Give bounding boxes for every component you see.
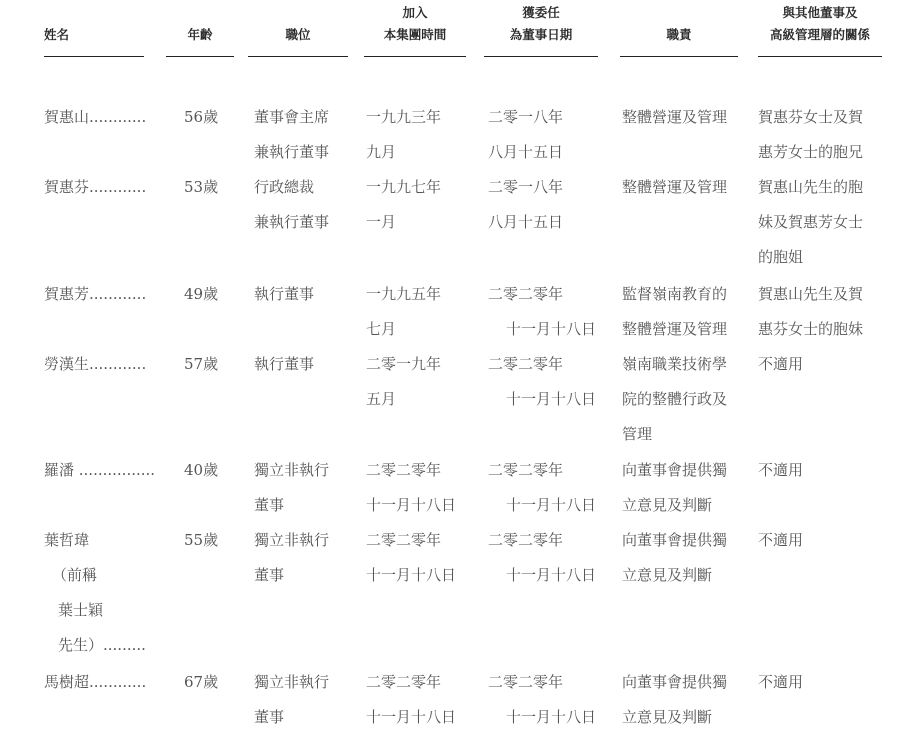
cell-line: 十一月十八日 (366, 566, 457, 584)
cell-line: 不適用 (758, 355, 804, 373)
row-7-position (254, 665, 329, 735)
cell-line: 賀惠山............ (44, 108, 147, 126)
header-appointed (484, 2, 598, 46)
cell-line: 57歲 (184, 355, 219, 373)
row-6-duties (622, 523, 727, 593)
cell-line: 馬樹超............ (44, 673, 147, 691)
row-3-duties (622, 277, 727, 347)
cell-line: 獨立非執行 (254, 461, 330, 479)
row-3-position (254, 277, 314, 312)
cell-line: 監督嶺南教育的 (622, 285, 728, 303)
cell-line: 賀惠芳............ (44, 285, 147, 303)
row-4-relationship (758, 347, 803, 382)
row-7-join (366, 665, 456, 735)
row-6-appointed (488, 523, 596, 593)
header-name-line (44, 2, 144, 24)
cell-line: 56歲 (184, 108, 219, 126)
row-1-relationship (758, 100, 863, 170)
cell-line: 整體營運及管理 (622, 320, 728, 338)
cell-line: 一月 (366, 213, 397, 231)
cell-line: 妹及賀惠芳女士 (758, 213, 864, 231)
header-rule-duties (620, 56, 738, 57)
cell-line: 的胞姐 (758, 248, 804, 266)
row-2-join (366, 170, 441, 240)
header-position-line (248, 2, 348, 24)
header-position (248, 2, 348, 46)
row-2-name (44, 170, 146, 205)
header-name (44, 2, 144, 46)
row-2-relationship (758, 170, 863, 275)
cell-line: 賀惠山先生的胞 (758, 178, 864, 196)
header-rule-name (44, 56, 144, 57)
cell-line: 不適用 (758, 673, 804, 691)
cell-line: 一九九七年 (366, 178, 442, 196)
cell-line: 二零二零年 (366, 531, 442, 549)
row-1-name (44, 100, 146, 135)
cell-line: 行政總裁 (254, 178, 315, 196)
cell-line: 七月 (366, 320, 397, 338)
row-5-position (254, 453, 329, 523)
cell-line: 兼執行董事 (254, 213, 330, 231)
row-7-relationship (758, 665, 803, 700)
cell-line: 二零一八年 (488, 108, 564, 126)
cell-line: 院的整體行政及 (622, 390, 728, 408)
cell-line: 管理 (622, 425, 653, 443)
row-4-position (254, 347, 314, 382)
header-join-line: 本集團時間 (383, 27, 447, 42)
cell-line: 整體營運及管理 (622, 178, 728, 196)
row-6-join (366, 523, 456, 593)
cell-line: 二零二零年 (366, 673, 442, 691)
header-join (364, 2, 466, 46)
cell-line: 董事會主席 (254, 108, 330, 126)
cell-line: 十一月十八日 (506, 566, 597, 584)
cell-line: 55歲 (184, 531, 219, 549)
cell-line: 八月十五日 (488, 143, 564, 161)
cell-line: 勞漢生............ (44, 355, 147, 373)
cell-line: 先生）......... (58, 636, 146, 654)
cell-line: 獨立非執行 (254, 531, 330, 549)
cell-line: 葉哲瑋 (44, 531, 90, 549)
header-rule-position (248, 56, 348, 57)
header-duties-line (620, 2, 738, 24)
row-4-name (44, 347, 146, 382)
cell-line: 兼執行董事 (254, 143, 330, 161)
cell-line: 惠芬女士的胞妹 (758, 320, 864, 338)
cell-line: 執行董事 (254, 285, 315, 303)
header-duties-line: 職責 (666, 27, 692, 42)
header-rule-relationship (758, 56, 882, 57)
cell-line: 十一月十八日 (506, 708, 597, 726)
row-2-duties (622, 170, 727, 205)
header-appointed-line: 獲委任 (522, 5, 560, 20)
row-1-join (366, 100, 441, 170)
cell-line: 董事 (254, 708, 285, 726)
row-5-name (44, 453, 155, 488)
cell-line: 十一月十八日 (506, 496, 597, 514)
header-relationship (758, 2, 882, 46)
row-7-duties (622, 665, 727, 735)
cell-line: 二零二零年 (488, 355, 564, 373)
header-join-line: 加入 (402, 5, 428, 20)
cell-line: 賀惠芬女士及賀 (758, 108, 864, 126)
row-5-age (184, 453, 218, 488)
row-7-age (184, 665, 218, 700)
cell-line: 五月 (366, 390, 397, 408)
cell-line: 一九九五年 (366, 285, 442, 303)
row-5-relationship (758, 453, 803, 488)
row-2-appointed (488, 170, 563, 240)
row-5-appointed (488, 453, 596, 523)
cell-line: 向董事會提供獨 (622, 461, 728, 479)
cell-line: 賀惠山先生及賀 (758, 285, 864, 303)
row-6-name (44, 523, 146, 663)
row-3-join (366, 277, 441, 347)
header-relationship-line: 與其他董事及 (782, 5, 858, 20)
cell-line: 十一月十八日 (506, 390, 597, 408)
row-3-relationship (758, 277, 863, 347)
header-age (166, 2, 234, 46)
row-3-age (184, 277, 218, 312)
cell-line: 向董事會提供獨 (622, 673, 728, 691)
cell-line: 二零一八年 (488, 178, 564, 196)
cell-line: 整體營運及管理 (622, 108, 728, 126)
header-appointed-line: 為董事日期 (509, 27, 573, 42)
header-name-line: 姓名 (44, 27, 70, 42)
cell-line: 獨立非執行 (254, 673, 330, 691)
header-duties (620, 2, 738, 46)
cell-line: 九月 (366, 143, 397, 161)
row-7-appointed (488, 665, 596, 735)
cell-line: 不適用 (758, 461, 804, 479)
row-1-age (184, 100, 218, 135)
row-6-age (184, 523, 218, 558)
cell-line: 不適用 (758, 531, 804, 549)
cell-line: 立意見及判斷 (622, 496, 713, 514)
row-6-relationship (758, 523, 803, 558)
cell-line: 董事 (254, 496, 285, 514)
cell-line: 49歲 (184, 285, 219, 303)
cell-line: 二零二零年 (488, 285, 564, 303)
row-3-name (44, 277, 146, 312)
cell-line: 葉士穎 (58, 601, 104, 619)
header-age-line: 年齡 (187, 27, 213, 42)
cell-line: 羅潘 ................ (44, 461, 156, 479)
header-relationship-line: 高級管理層的關係 (769, 27, 870, 42)
cell-line: 二零二零年 (366, 461, 442, 479)
row-5-duties (622, 453, 727, 523)
cell-line: 立意見及判斷 (622, 566, 713, 584)
cell-line: 賀惠芬............ (44, 178, 147, 196)
cell-line: 二零二零年 (488, 531, 564, 549)
header-position-line: 職位 (285, 27, 311, 42)
header-rule-age (166, 56, 234, 57)
row-1-appointed (488, 100, 563, 170)
cell-line: （前稱 (52, 566, 98, 584)
cell-line: 嶺南職業技術學 (622, 355, 728, 373)
cell-line: 二零二零年 (488, 673, 564, 691)
cell-line: 董事 (254, 566, 285, 584)
row-5-join (366, 453, 456, 523)
cell-line: 立意見及判斷 (622, 708, 713, 726)
cell-line: 二零一九年 (366, 355, 442, 373)
cell-line: 八月十五日 (488, 213, 564, 231)
cell-line: 向董事會提供獨 (622, 531, 728, 549)
row-1-position (254, 100, 329, 170)
cell-line: 十一月十八日 (366, 496, 457, 514)
header-rule-appointed (484, 56, 598, 57)
cell-line: 執行董事 (254, 355, 315, 373)
row-4-age (184, 347, 218, 382)
row-1-duties (622, 100, 727, 135)
cell-line: 一九九三年 (366, 108, 442, 126)
row-2-position (254, 170, 329, 240)
row-6-position (254, 523, 329, 593)
header-age-line (166, 2, 234, 24)
cell-line: 十一月十八日 (366, 708, 457, 726)
cell-line: 二零二零年 (488, 461, 564, 479)
row-3-appointed (488, 277, 596, 347)
cell-line: 十一月十八日 (506, 320, 597, 338)
row-4-join (366, 347, 441, 417)
cell-line: 40歲 (184, 461, 219, 479)
row-2-age (184, 170, 218, 205)
row-4-duties (622, 347, 727, 452)
cell-line: 67歲 (184, 673, 219, 691)
row-4-appointed (488, 347, 596, 417)
header-rule-join (364, 56, 466, 57)
row-7-name (44, 665, 146, 700)
cell-line: 惠芳女士的胞兄 (758, 143, 864, 161)
cell-line: 53歲 (184, 178, 219, 196)
